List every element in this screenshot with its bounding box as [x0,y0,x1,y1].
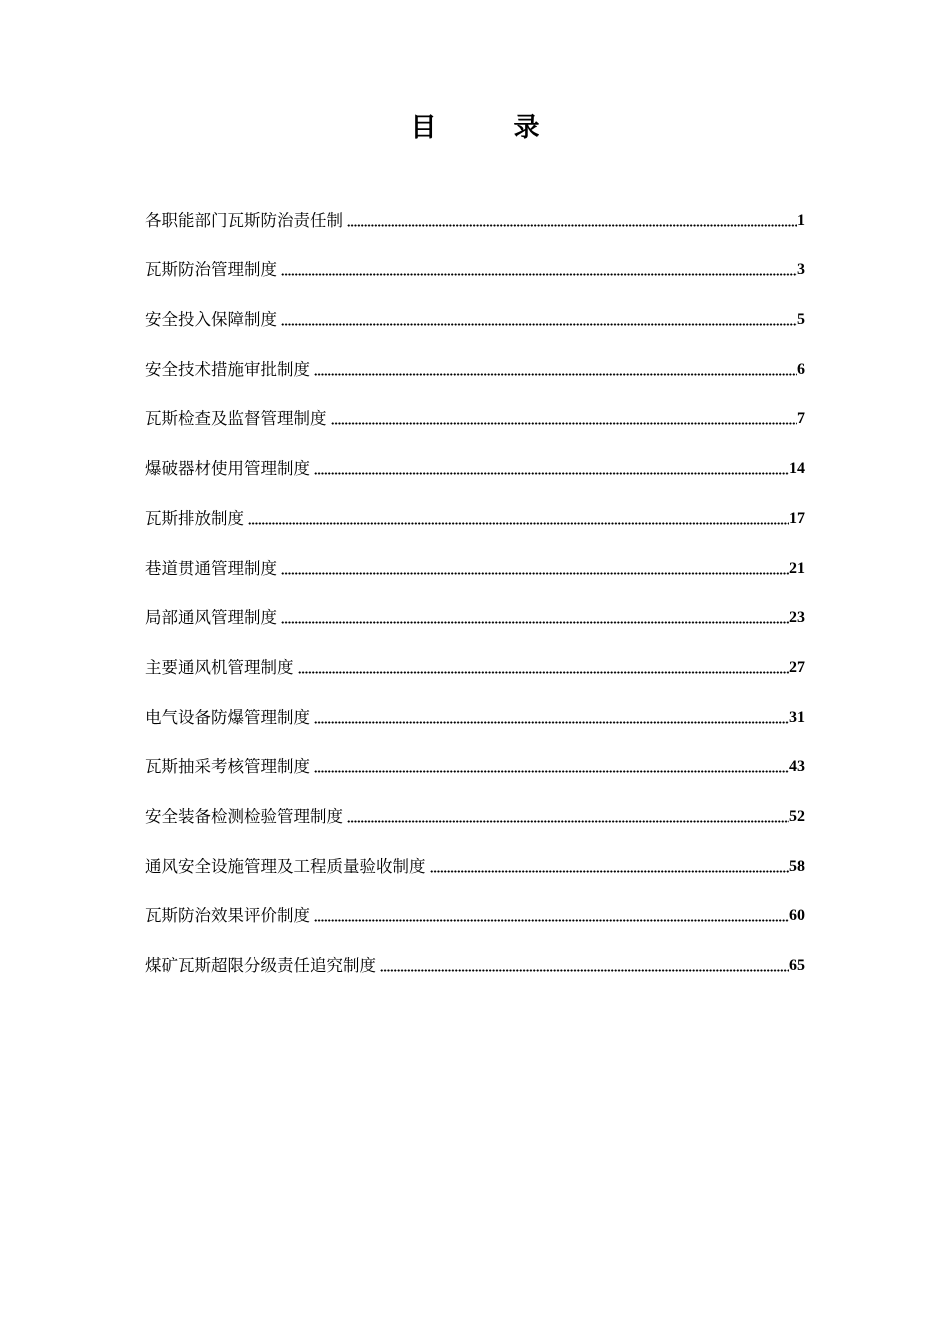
toc-entry[interactable] [145,196,805,246]
toc-entry[interactable] [145,842,805,892]
toc-entry-label: 煤矿瓦斯超限分级责任追究制度 [145,956,376,975]
toc-entry[interactable] [145,941,805,991]
toc-entry-label: 巷道贯通管理制度 [145,558,277,578]
toc-entry-label: 爆破器材使用管理制度 [145,459,310,479]
toc-entry-label: 各职能部门瓦斯防治责任制 [145,210,343,230]
toc-dot-leader [281,273,797,276]
toc-dot-leader [314,919,789,922]
toc-dot-leader [430,870,790,873]
toc-entry[interactable] [145,494,805,544]
toc-entry-page: 1 [797,211,805,229]
toc-entry-page: 17 [789,509,805,527]
toc-entry[interactable] [145,444,805,494]
toc-entry[interactable] [145,246,805,296]
toc-entry-label: 瓦斯检查及监督管理制度 [145,409,327,429]
toc-entry[interactable] [145,345,805,395]
toc-dot-leader [281,621,789,624]
toc-entry[interactable] [145,643,805,693]
toc-dot-leader [281,572,789,575]
toc-dot-leader [314,472,789,475]
toc-entry-label: 安全投入保障制度 [145,310,277,330]
toc-dot-leader [347,224,797,227]
toc-dot-leader [281,323,797,326]
toc-entry-page: 60 [789,907,805,925]
toc-entry[interactable] [145,594,805,644]
toc-entry[interactable] [145,395,805,445]
toc-entry-label: 瓦斯防治效果评价制度 [145,906,310,926]
toc-entry[interactable] [145,295,805,345]
toc-entry-label: 电气设备防爆管理制度 [145,707,310,727]
toc-dot-leader [380,969,789,972]
toc-dot-leader [347,820,789,823]
toc-list [145,196,805,991]
toc-dot-leader [314,770,789,773]
toc-entry-page: 14 [789,460,805,478]
toc-entry-label: 安全装备检测检验管理制度 [145,806,343,826]
toc-entry-page: 6 [797,360,805,378]
toc-entry[interactable] [145,792,805,842]
toc-entry-label: 瓦斯防治管理制度 [145,260,277,280]
toc-entry-page: 31 [789,708,805,726]
toc-entry-page: 65 [789,957,805,974]
toc-entry-page: 3 [797,261,805,279]
toc-entry-label: 安全技术措施审批制度 [145,359,310,379]
toc-dot-leader [248,522,789,525]
toc-entry[interactable] [145,544,805,594]
toc-entry-label: 局部通风管理制度 [145,608,277,628]
toc-entry-page: 52 [789,807,805,825]
toc-entry-page: 23 [789,609,805,627]
toc-entry[interactable] [145,892,805,942]
toc-entry-page: 21 [789,559,805,577]
toc-entry-page: 43 [789,758,805,776]
toc-entry-label: 通风安全设施管理及工程质量验收制度 [145,856,426,876]
toc-entry-label: 主要通风机管理制度 [145,657,294,677]
toc-entry-label: 瓦斯抽采考核管理制度 [145,757,310,777]
toc-dot-leader [331,422,798,425]
toc-dot-leader [298,671,790,674]
toc-dot-leader [314,373,797,376]
toc-title: 目 录 [410,113,574,143]
toc-entry-label: 瓦斯排放制度 [145,508,244,528]
toc-entry[interactable] [145,743,805,793]
toc-entry-page: 5 [797,311,805,329]
toc-dot-leader [314,721,789,724]
toc-entry-page: 27 [789,658,805,676]
toc-entry-page: 58 [789,857,805,875]
toc-entry[interactable] [145,693,805,743]
toc-entry-page: 7 [797,410,805,428]
